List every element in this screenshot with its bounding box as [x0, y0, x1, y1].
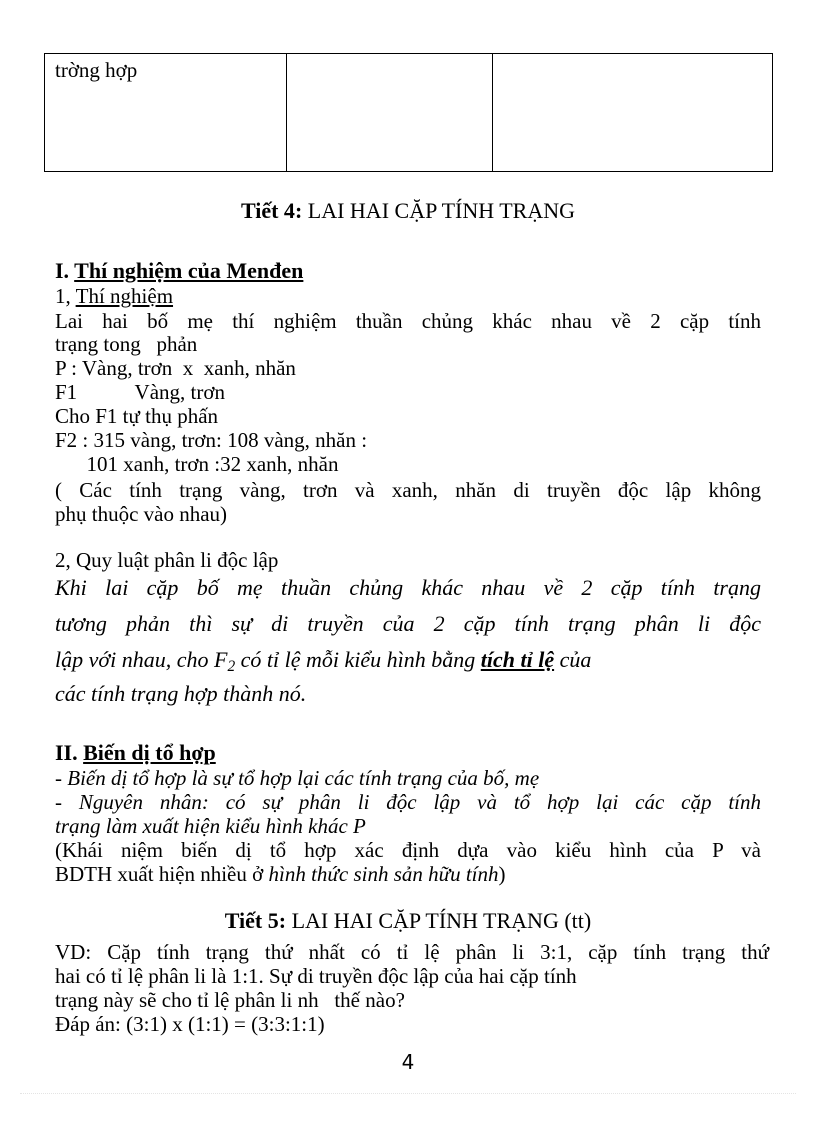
section2-heading: II. Biến dị tổ hợp — [55, 740, 216, 765]
lesson4-title: Tiết 4: LAI HAI CẶP TÍNH TRẠNG — [240, 198, 576, 223]
s1-line-2: P : Vàng, trơn x xanh, nhăn — [55, 356, 296, 380]
example-line-1: VD: Cặp tính trạng thứ nhất có tỉ lệ phân li 3:1, cặp tính trạng thứ — [55, 940, 769, 964]
s1-line-3: F1 Vàng, trơn — [55, 380, 225, 404]
s1-line-8: phụ thuộc vào nhau) — [55, 502, 228, 526]
s2-bullet-2b: trạng làm xuất hiện kiểu hình khác P — [55, 814, 366, 838]
s1-line-6: 101 xanh, trơn :32 xanh, nhăn — [55, 452, 339, 476]
section1-heading: I. Thí nghiệm của Menđen — [55, 258, 304, 283]
law-heading: 2, Quy luật phân li độc lập — [55, 548, 279, 572]
law-line-3: lập với nhau, cho $F_2$ có tỉ lệ mỗi kiểu hình bằng tích tỉ lệ của — [55, 647, 592, 675]
table-cell-3 — [493, 54, 773, 172]
lesson5-title: Tiết 5: LAI HAI CẶP TÍNH TRẠNG (tt) — [224, 908, 592, 933]
section1-subheading: 1, Thí nghiệm — [55, 284, 174, 308]
table-cell-1: trờng hợp — [45, 54, 287, 172]
s2-note-2: BDTH xuất hiện nhiều ở hình thức sinh sản hữu tính) — [55, 862, 506, 886]
s2-bullet-1: - Biến dị tổ hợp là sự tổ hợp lại các tính trạng của bố, mẹ — [55, 766, 540, 790]
law-line-4: các tính trạng hợp thành nó. — [55, 681, 307, 706]
example-line-2: hai có tỉ lệ phân li là 1:1. Sự di truyền độc lập của hai cặp tính — [55, 964, 577, 988]
s1-line-0: Lai hai bố mẹ thí nghiệm thuần chủng khác nhau về 2 cặp tính — [55, 309, 761, 333]
s1-line-4: Cho F1 tự thụ phấn — [55, 404, 219, 428]
s2-note-1: (Khái niệm biến dị tổ hợp xác định dựa vào kiểu hình của P và — [55, 838, 761, 862]
footer-divider — [20, 1093, 796, 1094]
top-table — [44, 53, 773, 172]
law-line-1: Khi lai cặp bố mẹ thuần chủng khác nhau về 2 cặp tính trạng — [55, 575, 761, 600]
example-answer: Đáp án: (3:1) x (1:1) = (3:3:1:1) — [55, 1012, 325, 1036]
s1-line-7: ( Các tính trạng vàng, trơn và xanh, nhăn di truyền độc lập không — [55, 478, 761, 502]
table-cell-2 — [287, 54, 493, 172]
law-line-2: tương phản thì sự di truyền của 2 cặp tính trạng phân li độc — [55, 611, 761, 636]
s1-line-5: F2 : 315 vàng, trơn: 108 vàng, nhăn : — [55, 428, 368, 452]
s1-line-1: trạng tong phản — [55, 332, 198, 356]
s2-bullet-2a: - Nguyên nhân: có sự phân li độc lập và tổ hợp lại các cặp tính — [55, 790, 761, 814]
example-line-3: trạng này sẽ cho tỉ lệ phân li nh thế nào? — [55, 988, 405, 1012]
page-number: 4 — [401, 1050, 415, 1074]
